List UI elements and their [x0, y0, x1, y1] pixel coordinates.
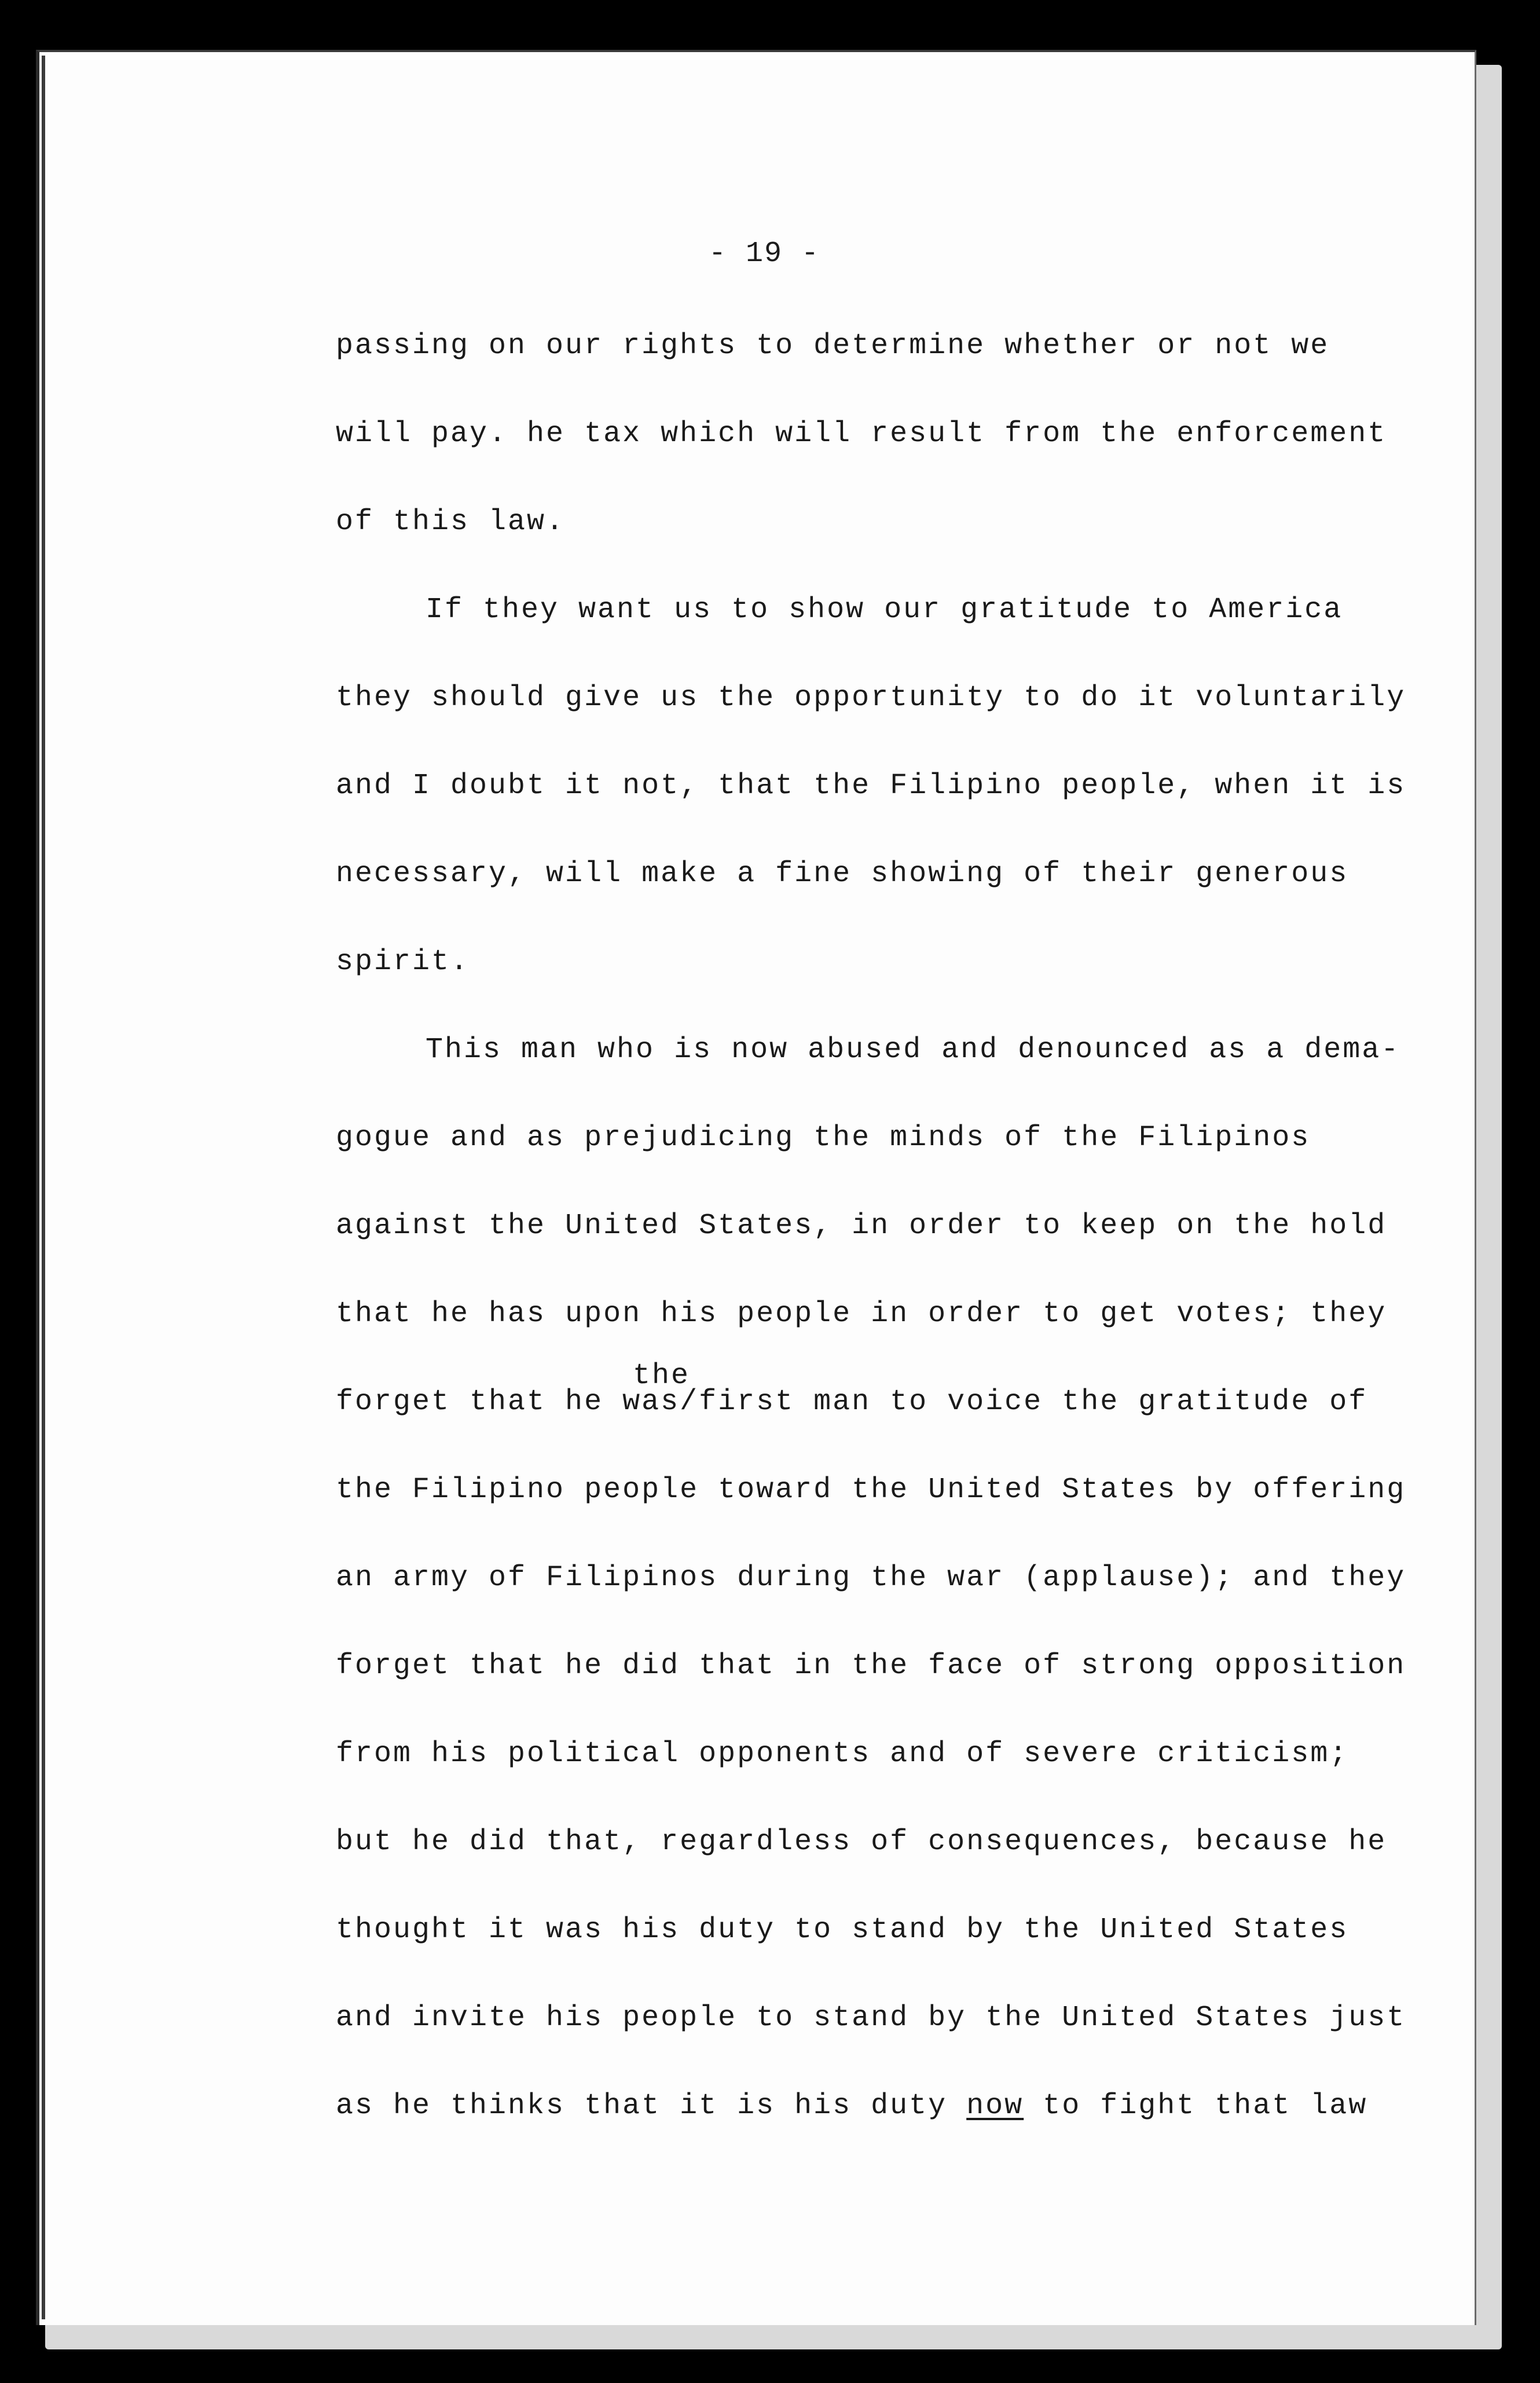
text-line-9: This man who is now abused and denounced as a dema- — [426, 1033, 1400, 1066]
text-line-15: an army of Filipinos during the war (applause); and they — [336, 1561, 1406, 1594]
text-line-5: they should give us the opportunity to do it voluntarily — [336, 681, 1406, 714]
typewritten-page — [36, 50, 1476, 2325]
text-line-17: from his political opponents and of severe criticism; — [336, 1737, 1349, 1770]
text-line-3: of this law. — [336, 505, 566, 538]
text-line-4: If they want us to show our gratitude to America — [426, 593, 1343, 626]
text-line-8: spirit. — [336, 945, 470, 978]
text-line-6: and I doubt it not, that the Filipino people, when it is — [336, 769, 1406, 802]
text-line-18: but he did that, regardless of consequences, because he — [336, 1825, 1387, 1858]
text-line-7: necessary, will make a fine showing of their generous — [336, 857, 1349, 890]
interlinear-insert: the — [633, 1359, 691, 1392]
text-line-2: will pay. he tax which will result from the enforcement — [336, 417, 1387, 450]
last-line-end: to fight that law — [1024, 2089, 1368, 2122]
text-line-16: forget that he did that in the face of strong opposition — [336, 1649, 1406, 1682]
underlined-word: now — [966, 2089, 1024, 2122]
text-line-21 — [336, 2089, 1367, 2124]
text-line-14: the Filipino people toward the United States by offering — [336, 1473, 1406, 1506]
text-line-20: and invite his people to stand by the United States just — [336, 2001, 1406, 2034]
binding-edge — [42, 56, 45, 2319]
text-line-1: passing on our rights to determine whether or not we — [336, 329, 1330, 362]
text-line-10: gogue and as prejudicing the minds of the Filipinos — [336, 1121, 1311, 1154]
text-line-19: thought it was his duty to stand by the United States — [336, 1913, 1349, 1946]
text-line-11: against the United States, in order to keep on the hold — [336, 1209, 1387, 1242]
page-number: - 19 - — [708, 237, 820, 270]
last-line-start: as he thinks that it is his duty — [336, 2089, 967, 2122]
text-line-12: that he has upon his people in order to get votes; they — [336, 1297, 1387, 1330]
text-line-13: forget that he was/first man to voice the gratitude of — [336, 1385, 1368, 1418]
